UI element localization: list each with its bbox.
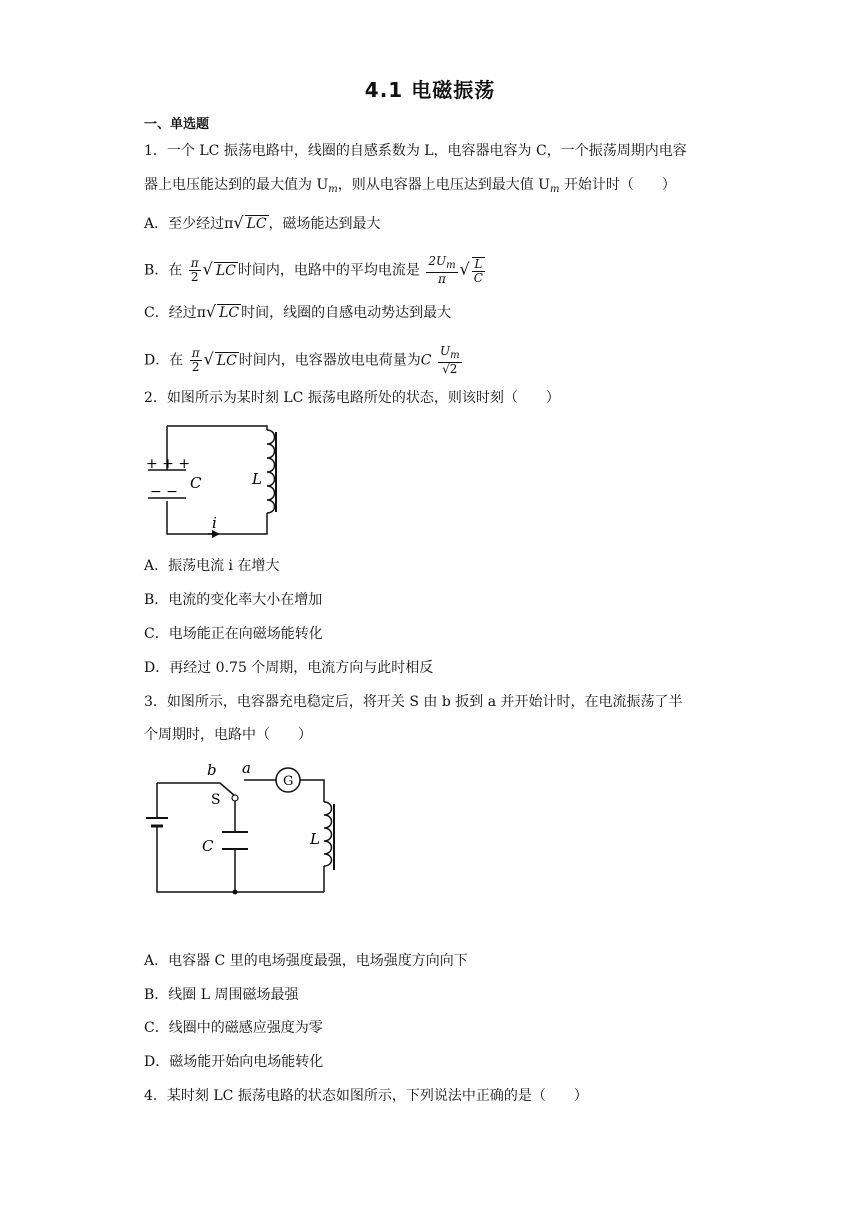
q1-stem-line1: 1．一个 LC 振荡电路中，线圈的自感系数为 L，电容器电容为 C，一个振荡周期内电容 (144, 143, 687, 159)
q2-option-a: A．振荡电流 i 在增大 (144, 558, 280, 574)
q3-fig-C: C (202, 837, 214, 855)
q3-option-d: D．磁场能开始向电场能转化 (144, 1054, 324, 1070)
q3-option-c: C．线圈中的磁感应强度为零 (144, 1020, 323, 1036)
q1-option-b: B．在 $\frac{\pi}{2}$ √ LC 时间内，电路中的平均电流是 $\frac{2U_m}{\pi}$ √ $\frac{L}{C}$ (144, 254, 483, 286)
q3-option-a: A．电容器 C 里的电场强度最强，电场强度方向向下 (144, 953, 468, 969)
q4-stem: 4．某时刻 LC 振荡电路的状态如图所示，下列说法中正确的是（ ） (144, 1088, 588, 1104)
q2-fig-L: L (252, 470, 262, 488)
q3-stem-line2: 个周期时，电路中（ ） (144, 727, 312, 743)
q2-circuit-diagram (140, 418, 290, 543)
q2-fig-C: C (190, 474, 202, 492)
q2-option-c: C．电场能正在向磁场能转化 (144, 626, 323, 642)
page-title: 4.1 电磁振荡 (364, 78, 496, 102)
q3-fig-a: a (242, 759, 251, 777)
section-heading: 一、单选题 (144, 117, 210, 132)
q2-fig-i: i (212, 514, 217, 532)
q2-stem: 2．如图所示为某时刻 LC 振荡电路所处的状态，则该时刻（ ） (144, 390, 560, 406)
q3-circuit-diagram (140, 756, 355, 901)
q2-fig-plus: + + + (146, 456, 191, 472)
q3-fig-G: G (283, 774, 294, 789)
q1-option-a: A．至少经过π√ LC ，磁场能达到最大 (144, 213, 381, 232)
q2-option-d: D．再经过 0.75 个周期，电流方向与此时相反 (144, 660, 434, 676)
q2-fig-minus: − − (150, 484, 178, 500)
q1-stem-line2: 器上电压能达到的最大值为 $U_m$，则从电容器上电压达到最大值 $U_m$ 开始计时（ ） (144, 177, 676, 195)
q1-option-d: D．在 $\frac{\pi}{2}$ √ LC 时间内，电容器放电电荷量为C $\frac{U_m}{√2}$ (144, 344, 460, 376)
q3-option-b: B．线圈 L 周围磁场最强 (144, 987, 299, 1003)
q3-stem-line1: 3．如图所示，电容器充电稳定后，将开关 S 由 b 扳到 a 并开始计时，在电流振荡了半 (144, 694, 683, 710)
q3-fig-S: S (211, 792, 221, 808)
q2-option-b: B．电流的变化率大小在增加 (144, 592, 323, 608)
q1-option-c: C．经过π√ LC 时间，线圈的自感电动势达到最大 (144, 302, 452, 321)
q3-fig-L: L (310, 830, 320, 848)
q3-fig-b: b (207, 761, 217, 779)
